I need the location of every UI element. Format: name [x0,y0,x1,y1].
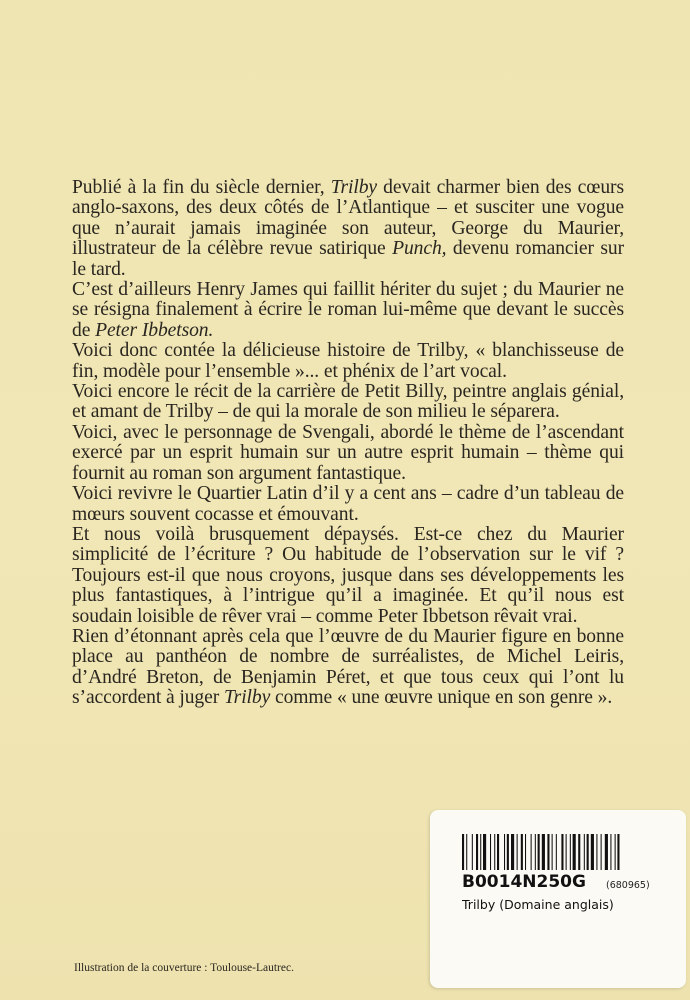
barcode-sticker [430,810,686,988]
blurb-paragraph-4: Voici encore le récit de la carrière de Petit Billy, peintre anglais génial, et amant de Trilby – de qui la morale de son milieu le séparera. [72,381,624,423]
back-cover-blurb [72,178,624,709]
blurb-paragraph-7: Et nous voilà brusquement dépaysés. Est-ce chez du Maurier simplicité de l’écriture ? Ou habitude de l’observation sur le vif ? Toujours est-il que nous croyons, jusque dans ses développements les plus fantastiques, à l’intrigue qu’il a imaginée. Et qu’il nous est soudain loisible de rêver vrai – comme Peter Ibbetson rêvait vrai. [72,523,624,627]
sticker-title: Trilby (Domaine anglais) [462,897,614,912]
blurb-paragraph-8: Rien d’étonnant après cela que l’œuvre de du Maurier figure en bonne place au panthéon de nombre de surréalistes, de Michel Leiris, d’André Breton, de Benjamin Péret, et que tous ceux qui l’ont lu s’accordent à juger Trilby comme « une œuvre unique en son genre ». [72,625,624,709]
title-trilby: Trilby [223,687,271,709]
barcode [462,834,667,870]
blurb-paragraph-3: Voici donc contée la délicieuse histoire de Trilby, « blanchisseuse de fin, modèle pour l’ensemble »... et phénix de l’art vocal. [72,340,624,382]
title-trilby: Trilby [330,177,377,198]
blurb-paragraph-1: Publié à la fin du siècle dernier, Trilby devait charmer bien des cœurs anglo-saxons, des deux côtés de l’Atlantique – et susciter une vogue que n’aurait jamais imaginée son auteur, George du Maurier, illustrateur de la célèbre revue satirique Punch, devenu romancier sur le tard. [72,177,624,280]
blurb-paragraph-6: Voici revivre le Quartier Latin d’il y a cent ans – cadre d’un tableau de mœurs souvent cocasse et émouvant. [72,483,624,525]
sticker-code: (680965) [606,880,650,891]
sticker-sku: B0014N250G [462,872,586,892]
blurb-paragraph-2: C’est d’ailleurs Henry James qui faillit hériter du sujet ; du Maurier ne se résigna finalement à écrire le roman lui-même que devant le succès de Peter Ibbetson. [72,279,624,341]
title-punch: Punch, [392,238,447,260]
blurb-paragraph-5: Voici, avec le personnage de Svengali, abordé le thème de l’ascendant exercé par un esprit humain sur un autre esprit humain – thème qui fournit au roman son argument fantastique. [72,421,624,484]
title-peter-ibbetson: Peter Ibbetson. [95,319,214,341]
cover-illustration-credit: Illustration de la couverture : Toulouse-Lautrec. [74,962,294,974]
